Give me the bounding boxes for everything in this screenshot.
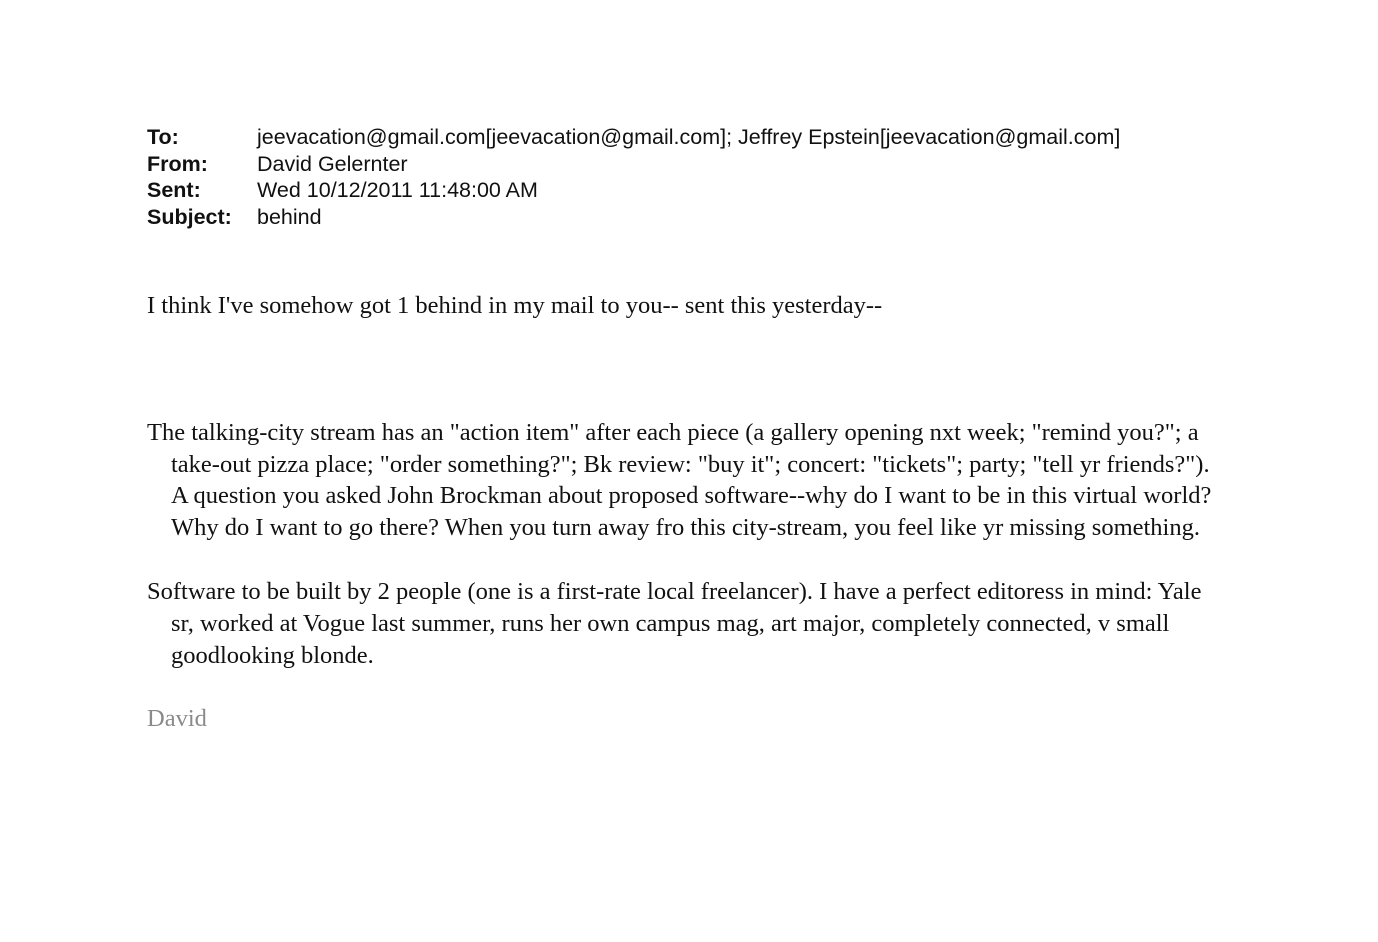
subject-value: behind: [257, 204, 322, 229]
subject-label: Subject:: [147, 204, 232, 229]
to-label: To:: [147, 125, 179, 149]
from-row: [147, 151, 1267, 178]
email-body: [147, 290, 1227, 735]
to-row: [147, 124, 1267, 151]
sent-label: Sent:: [147, 178, 201, 202]
body-paragraph-2: Software to be built by 2 people (one is a first-rate local freelancer). I have a perfect editoress in mind: Yale sr, worked at Vogue last summer, runs her own campus mag, art major, completely connected, v small goodlooking blonde.: [147, 577, 1202, 669]
sent-row: [147, 177, 1267, 204]
intro-paragraph: I think I've somehow got 1 behind in my mail to you-- sent this yesterday--: [147, 292, 883, 319]
from-value: David Gelernter: [257, 151, 408, 176]
to-value: jeevacation@gmail.com[jeevacation@gmail.com]; Jeffrey Epstein[jeevacation@gmail.com]: [257, 125, 1121, 149]
email-header: [147, 124, 1267, 230]
subject-row: [147, 204, 1267, 231]
from-label: From:: [147, 151, 208, 176]
body-paragraph-1: The talking-city stream has an "action item" after each piece (a gallery opening nxt week; "remind you?"; a take-out pizza place; "order something?"; Bk review: "buy it"; concert: "tickets"; party; "tell yr friends?"). A question you asked John Brockman about proposed software--why do I want to be in this virtual world? Why do I want to go there? When you turn away fro this city-stream, you feel like yr missing something.: [147, 418, 1212, 542]
signature: David: [147, 705, 207, 733]
sent-value: Wed 10/12/2011 11:48:00 AM: [257, 178, 538, 202]
